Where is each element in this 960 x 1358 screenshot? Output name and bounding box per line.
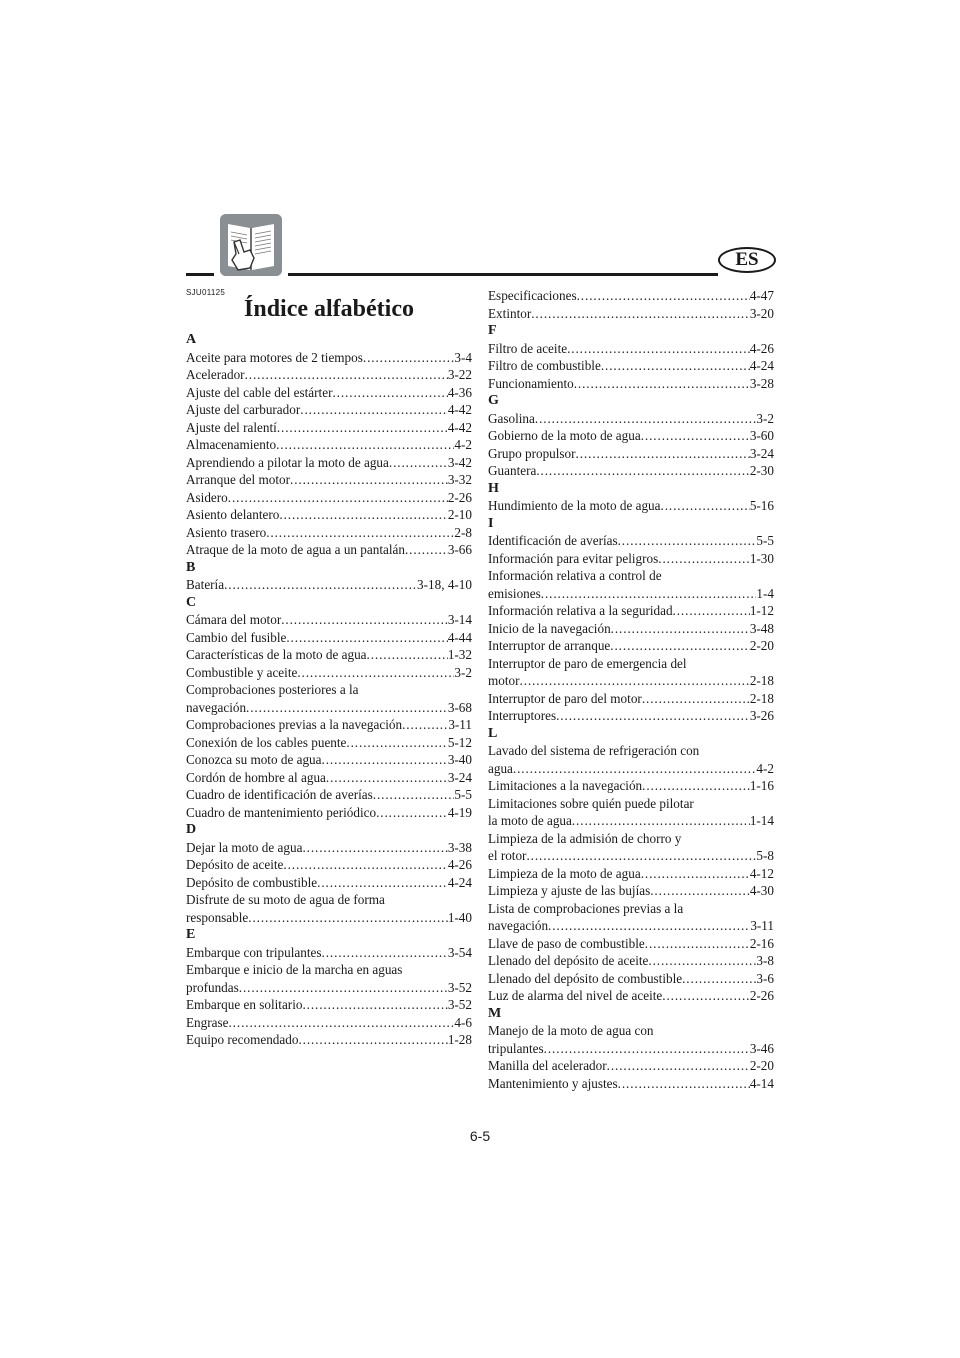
index-entry-term: profundas <box>186 979 239 995</box>
index-entry-term: Especificaciones <box>488 288 577 303</box>
index-entry <box>186 856 472 874</box>
index-entry <box>186 454 472 472</box>
index-letter-heading: B <box>186 559 196 575</box>
index-entry <box>488 340 774 358</box>
index-entry-page: 3-26 <box>749 708 774 723</box>
index-entry-page: 4-2 <box>454 437 472 452</box>
index-entry-page: 2-26 <box>447 489 472 505</box>
index-entry-term: Combustible y aceite <box>186 664 298 680</box>
index-letter-heading: I <box>488 515 494 531</box>
index-entry <box>488 935 774 953</box>
index-entry-term: Mantenimiento y ajustes <box>488 1075 618 1091</box>
index-entry-term: la moto de agua <box>488 813 572 828</box>
index-entry <box>488 462 774 480</box>
index-entry-leader <box>641 865 750 883</box>
index-entry-term: Interruptor de paro del motor <box>488 690 642 706</box>
index-letter-heading: H <box>488 480 499 496</box>
index-entry-continued: Manejo de la moto de agua con <box>488 1023 654 1038</box>
index-entry-term: Limpieza y ajuste de las bujías <box>488 883 651 898</box>
index-entry-leader <box>567 340 750 358</box>
index-entry-continued: Comprobaciones posteriores a la <box>186 682 359 697</box>
index-entry-leader <box>286 629 447 647</box>
index-entry <box>488 987 774 1005</box>
index-entry-page: 3-40 <box>447 752 472 767</box>
index-entry-leader <box>283 856 447 874</box>
index-column-right <box>488 287 774 1092</box>
index-entry <box>186 646 472 664</box>
index-entry-page: 3-20 <box>749 305 774 321</box>
index-entry <box>488 620 774 638</box>
index-entry-term: navegación <box>186 699 247 715</box>
index-entry <box>488 287 774 305</box>
index-entry-leader <box>332 384 447 402</box>
index-letter-heading: G <box>488 393 499 408</box>
index-entry-page: 2-8 <box>454 524 472 540</box>
index-entry-leader <box>376 804 448 822</box>
index-entry-continued: Limpieza de la admisión de chorro y <box>488 830 682 846</box>
index-entry-page: 4-26 <box>447 857 472 872</box>
index-entry-leader <box>642 777 750 795</box>
header-rule-right <box>288 273 718 276</box>
index-entry-page: 3-66 <box>447 542 472 557</box>
index-entry-term: motor <box>488 673 520 688</box>
index-entry-leader <box>402 716 448 734</box>
index-entry-leader <box>298 1031 447 1049</box>
index-entry-term: Arranque del motor <box>186 472 290 487</box>
index-entry-leader <box>641 427 750 445</box>
index-entry-page: 1-40 <box>447 909 472 925</box>
index-entry <box>186 786 472 804</box>
index-entry <box>488 602 774 620</box>
index-entry-leader <box>279 506 447 524</box>
index-entry <box>186 839 472 857</box>
index-entry-term: agua <box>488 760 513 776</box>
index-entry-continued: Lavado del sistema de refrigeración con <box>488 743 700 758</box>
index-entry <box>488 865 774 883</box>
index-entry-page: 4-47 <box>749 288 774 303</box>
index-entry-page: 5-12 <box>447 734 472 750</box>
index-entry-page: 1-16 <box>749 778 774 793</box>
index-entry <box>488 637 774 655</box>
index-entry-term: Filtro de aceite <box>488 340 568 356</box>
index-entry-continued: Disfrute de su moto de agua de forma <box>186 892 385 907</box>
index-entry <box>488 357 774 375</box>
index-entry-leader <box>346 734 447 752</box>
index-entry-leader <box>572 812 750 830</box>
index-entry-leader <box>239 979 448 997</box>
index-entry-leader <box>536 462 749 480</box>
index-column-left <box>186 331 472 1049</box>
index-entry-term: Filtro de combustible <box>488 358 601 373</box>
index-entry-term: Identificación de averías <box>488 533 618 548</box>
index-entry-page: 2-18 <box>749 673 774 688</box>
index-entry <box>186 524 472 542</box>
index-entry-term: Asiento trasero <box>186 524 267 540</box>
index-entry-page: 1-30 <box>749 550 774 566</box>
index-entry-leader <box>520 672 750 690</box>
index-entry-term: Extintor <box>488 305 532 321</box>
index-entry-leader <box>526 847 756 865</box>
index-entry-page: 3-2 <box>756 410 774 426</box>
index-entry-leader <box>682 970 756 988</box>
index-entry <box>186 699 472 717</box>
index-entry-term: Inicio de la navegación <box>488 620 611 636</box>
index-entry-term: Acelerador <box>186 367 245 382</box>
index-entry-page: 3-38 <box>447 839 472 855</box>
index-entry-term: Depósito de aceite <box>186 857 284 872</box>
index-entry-leader <box>648 952 756 970</box>
index-entry-term: Funcionamiento <box>488 375 574 391</box>
index-letter-heading: C <box>186 594 197 610</box>
index-letter-heading: M <box>488 1005 502 1021</box>
index-entry-leader <box>266 524 454 542</box>
index-entry <box>186 944 472 962</box>
index-entry-page: 4-19 <box>447 804 472 820</box>
index-entry-term: Interruptores <box>488 708 557 723</box>
page-title: Índice alfabético <box>244 296 414 322</box>
index-entry-leader <box>544 1040 750 1058</box>
index-entry-leader <box>246 699 448 717</box>
index-entry-page: 1-12 <box>749 603 774 618</box>
index-entry-term: Equipo recomendado <box>186 1032 299 1047</box>
index-entry-page: 1-32 <box>447 647 472 662</box>
index-entry-leader <box>642 690 750 708</box>
index-entry-page: 3-52 <box>447 997 472 1012</box>
index-letter-heading: A <box>186 332 197 347</box>
index-entry-leader <box>650 882 750 900</box>
index-entry-leader <box>297 664 454 682</box>
index-entry-term: el rotor <box>488 848 527 863</box>
index-entry <box>186 664 472 682</box>
index-entry-leader <box>405 541 448 559</box>
index-entry-leader <box>302 996 447 1014</box>
index-entry-page: 4-12 <box>749 865 774 881</box>
index-entry <box>186 716 472 734</box>
index-entry <box>488 882 774 900</box>
index-entry-term: Engrase <box>186 1014 229 1030</box>
index-entry-page: 3-8 <box>756 953 774 968</box>
index-entry-term: Comprobaciones previas a la navegación <box>186 717 403 732</box>
index-entry-term: responsable <box>186 909 249 925</box>
index-entry-term: Gasolina <box>488 410 535 426</box>
index-entry-leader <box>228 489 448 507</box>
index-entry-term: Conexión de los cables puente <box>186 734 347 750</box>
index-entry-page: 4-2 <box>756 760 774 776</box>
index-entry-leader <box>389 454 448 472</box>
index-entry <box>488 1075 774 1093</box>
index-entry-continued: Interruptor de paro de emergencia del <box>488 655 687 671</box>
index-entry-page: 3-28 <box>749 375 774 391</box>
index-entry-term: Información relativa a la seguridad <box>488 603 673 618</box>
index-entry-leader <box>245 366 448 384</box>
index-entry-leader <box>601 357 750 375</box>
index-entry-term: Ajuste del cable del estárter <box>186 384 333 400</box>
index-entry <box>186 804 472 822</box>
index-entry-leader <box>276 436 454 454</box>
index-entry-page: 3-32 <box>447 472 472 487</box>
index-entry-continued: Información relativa a control de <box>488 568 662 583</box>
index-entry-page: 3-60 <box>749 428 774 443</box>
index-entry-term: emisiones <box>488 585 541 601</box>
index-entry-page: 4-44 <box>447 629 472 645</box>
index-entry-term: tripulantes <box>488 1040 544 1056</box>
index-entry-page: 3-48 <box>749 620 774 636</box>
index-entry-leader <box>248 909 448 927</box>
index-entry <box>186 366 472 384</box>
index-entry <box>186 419 472 437</box>
index-entry-term: Interruptor de arranque <box>488 638 611 653</box>
index-entry-page: 3-2 <box>454 664 472 680</box>
index-entry-page: 3-22 <box>447 367 472 382</box>
index-entry-page: 3-24 <box>447 769 472 785</box>
index-entry-page: 5-8 <box>756 848 774 863</box>
index-entry-term: Aprendiendo a pilotar la moto de agua <box>186 454 389 470</box>
index-entry <box>186 734 472 752</box>
index-entry <box>488 532 774 550</box>
index-entry-term: Dejar la moto de agua <box>186 839 303 855</box>
index-entry-leader <box>367 646 448 664</box>
index-entry-term: Ajuste del carburador <box>186 402 301 417</box>
index-entry-page: 5-16 <box>749 498 774 513</box>
index-entry-page: 1-14 <box>749 813 774 828</box>
index-entry-term: Grupo propulsor <box>488 445 576 461</box>
index-entry <box>488 812 774 830</box>
index-entry-page: 1-28 <box>447 1032 472 1047</box>
index-entry-term: Gobierno de la moto de agua <box>488 428 641 443</box>
index-entry-page: 4-42 <box>447 402 472 417</box>
index-entry-continued: Embarque e inicio de la marcha en aguas <box>186 962 403 977</box>
header-rule-left <box>186 273 214 276</box>
index-entry-leader <box>556 707 750 725</box>
index-entry-page: 3-4 <box>454 349 472 365</box>
index-entry-leader <box>300 401 448 419</box>
index-entry <box>488 1040 774 1058</box>
index-entry-page: 2-10 <box>447 507 472 522</box>
index-entry <box>488 427 774 445</box>
index-entry-term: Limpieza de la moto de agua <box>488 865 641 881</box>
index-entry-page: 4-30 <box>749 883 774 898</box>
index-entry-leader <box>290 471 448 489</box>
index-entry-leader <box>513 760 757 778</box>
index-entry-term: Atraque de la moto de agua a un pantalán <box>186 542 405 557</box>
index-entry-leader <box>610 637 750 655</box>
index-entry-page: 4-26 <box>749 340 774 356</box>
index-entry-page: 4-6 <box>454 1014 472 1030</box>
index-entry-page: 2-20 <box>749 638 774 653</box>
index-entry-term: Información para evitar peligros <box>488 550 659 566</box>
index-entry-leader <box>541 585 757 603</box>
index-entry-page: 3-11 <box>750 918 774 933</box>
index-entry <box>186 611 472 629</box>
index-entry <box>488 707 774 725</box>
index-entry-page: 3-68 <box>447 699 472 715</box>
index-entry-leader <box>322 751 448 769</box>
index-entry-leader <box>661 497 750 515</box>
index-entry <box>488 777 774 795</box>
language-badge: ES <box>718 247 776 273</box>
index-entry <box>186 629 472 647</box>
index-entry-leader <box>281 611 448 629</box>
index-entry-leader <box>322 944 448 962</box>
index-entry-leader <box>363 349 455 367</box>
index-letter-heading: F <box>488 323 497 338</box>
index-entry <box>488 1057 774 1075</box>
index-entry <box>186 471 472 489</box>
index-entry-page: 2-30 <box>749 463 774 478</box>
index-entry-page: 5-5 <box>756 533 774 548</box>
index-entry-term: Asidero <box>186 489 228 505</box>
index-entry-term: Batería <box>186 577 225 592</box>
index-entry-page: 3-42 <box>447 454 472 470</box>
index-entry-leader <box>531 305 750 323</box>
index-entry <box>488 847 774 865</box>
index-entry-page: 3-52 <box>447 979 472 995</box>
index-entry <box>186 576 472 594</box>
manual-hand-icon <box>220 214 282 276</box>
index-entry-term: Embarque con tripulantes <box>186 944 322 960</box>
index-entry-leader <box>373 786 455 804</box>
index-entry-term: Cuadro de mantenimiento periódico <box>186 804 377 820</box>
index-entry <box>488 952 774 970</box>
index-entry-page: 1-4 <box>756 585 774 601</box>
index-entry <box>488 305 774 323</box>
index-entry <box>186 384 472 402</box>
index-entry-term: Hundimiento de la moto de agua <box>488 498 661 513</box>
index-entry-term: Llenado del depósito de combustible <box>488 970 683 986</box>
index-entry <box>488 672 774 690</box>
index-entry-term: Guantera <box>488 463 537 478</box>
index-entry-page: 2-26 <box>749 988 774 1003</box>
index-entry-term: Cuadro de identificación de averías <box>186 787 373 802</box>
index-entry-term: Características de la moto de agua <box>186 647 367 662</box>
index-entry-leader <box>645 935 750 953</box>
index-entry-continued: Limitaciones sobre quién puede pilotar <box>488 795 694 811</box>
index-entry-term: Aceite para motores de 2 tiempos <box>186 349 363 365</box>
index-entry-term: Cambio del fusible <box>186 629 287 645</box>
index-entry <box>186 769 472 787</box>
index-entry-term: Cordón de hombre al agua <box>186 769 326 785</box>
index-letter-heading: D <box>186 822 197 837</box>
index-entry <box>186 436 472 454</box>
index-entry-leader <box>277 419 448 437</box>
index-entry <box>488 497 774 515</box>
index-entry <box>488 917 774 935</box>
index-entry-leader <box>228 1014 454 1032</box>
index-letter-heading: E <box>186 927 196 942</box>
index-entry <box>186 874 472 892</box>
index-entry-leader <box>673 602 750 620</box>
index-entry <box>186 401 472 419</box>
index-entry <box>186 506 472 524</box>
index-entry <box>488 375 774 393</box>
index-entry <box>488 585 774 603</box>
index-entry <box>186 979 472 997</box>
index-entry-page: 2-18 <box>749 690 774 706</box>
index-entry <box>488 410 774 428</box>
index-entry-term: Cámara del motor <box>186 612 282 627</box>
index-entry-leader <box>224 576 417 594</box>
index-entry-leader <box>618 532 757 550</box>
index-entry-continued: Lista de comprobaciones previas a la <box>488 900 684 916</box>
index-entry-page: 4-24 <box>749 358 774 373</box>
index-entry-page: 3-18, 4-10 <box>417 577 472 592</box>
index-entry <box>186 541 472 559</box>
index-entry <box>186 909 472 927</box>
index-entry-term: Manilla del acelerador <box>488 1058 607 1073</box>
index-entry <box>186 1031 472 1049</box>
index-entry <box>186 489 472 507</box>
index-entry-term: navegación <box>488 918 549 933</box>
index-entry-leader <box>302 839 447 857</box>
index-entry-term: Embarque en solitario <box>186 997 303 1012</box>
index-entry <box>488 445 774 463</box>
index-entry-term: Asiento delantero <box>186 507 280 522</box>
index-entry-leader <box>574 375 750 393</box>
page-number: 6-5 <box>469 1128 491 1144</box>
index-entry <box>488 550 774 568</box>
index-entry <box>186 1014 472 1032</box>
index-entry-term: Llave de paso de combustible <box>488 935 645 951</box>
index-entry <box>488 970 774 988</box>
index-entry-term: Llenado del depósito de aceite <box>488 953 649 968</box>
index-entry-term: Almacenamiento <box>186 437 277 452</box>
index-entry-page: 3-6 <box>756 970 774 986</box>
index-entry-term: Conozca su moto de agua <box>186 752 322 767</box>
index-entry-leader <box>576 445 750 463</box>
index-entry <box>186 996 472 1014</box>
index-entry-term: Depósito de combustible <box>186 874 318 890</box>
index-entry-leader <box>618 1075 750 1093</box>
index-entry-term: Limitaciones a la navegación <box>488 778 643 793</box>
index-entry-page: 4-42 <box>447 419 472 435</box>
index-entry-page: 4-14 <box>749 1075 774 1091</box>
index-entry-page: 4-24 <box>447 874 472 890</box>
index-entry <box>488 690 774 708</box>
index-entry-page: 4-36 <box>447 384 472 400</box>
index-entry-leader <box>662 987 750 1005</box>
index-entry-leader <box>658 550 750 568</box>
index-entry-term: Luz de alarma del nivel de aceite <box>488 988 663 1003</box>
index-entry-page: 2-16 <box>749 935 774 951</box>
index-entry-page: 2-20 <box>749 1058 774 1073</box>
index-entry-page: 3-54 <box>447 944 472 960</box>
index-entry-leader <box>577 287 750 305</box>
index-entry-leader <box>326 769 448 787</box>
index-entry-page: 3-14 <box>447 612 472 627</box>
index-entry-leader <box>317 874 448 892</box>
index-entry-page: 5-5 <box>454 787 472 802</box>
index-entry-leader <box>548 917 750 935</box>
index-entry-leader <box>535 410 757 428</box>
index-entry-page: 3-46 <box>749 1040 774 1056</box>
index-entry <box>488 760 774 778</box>
index-entry-page: 3-24 <box>749 445 774 461</box>
index-entry <box>186 751 472 769</box>
index-entry <box>186 349 472 367</box>
index-entry-leader <box>607 1057 750 1075</box>
section-code: SJU01125 <box>186 288 226 297</box>
index-entry-term: Ajuste del ralentí <box>186 419 277 435</box>
index-letter-heading: L <box>488 725 498 741</box>
index-entry-leader <box>611 620 750 638</box>
index-entry-page: 3-11 <box>448 717 472 732</box>
